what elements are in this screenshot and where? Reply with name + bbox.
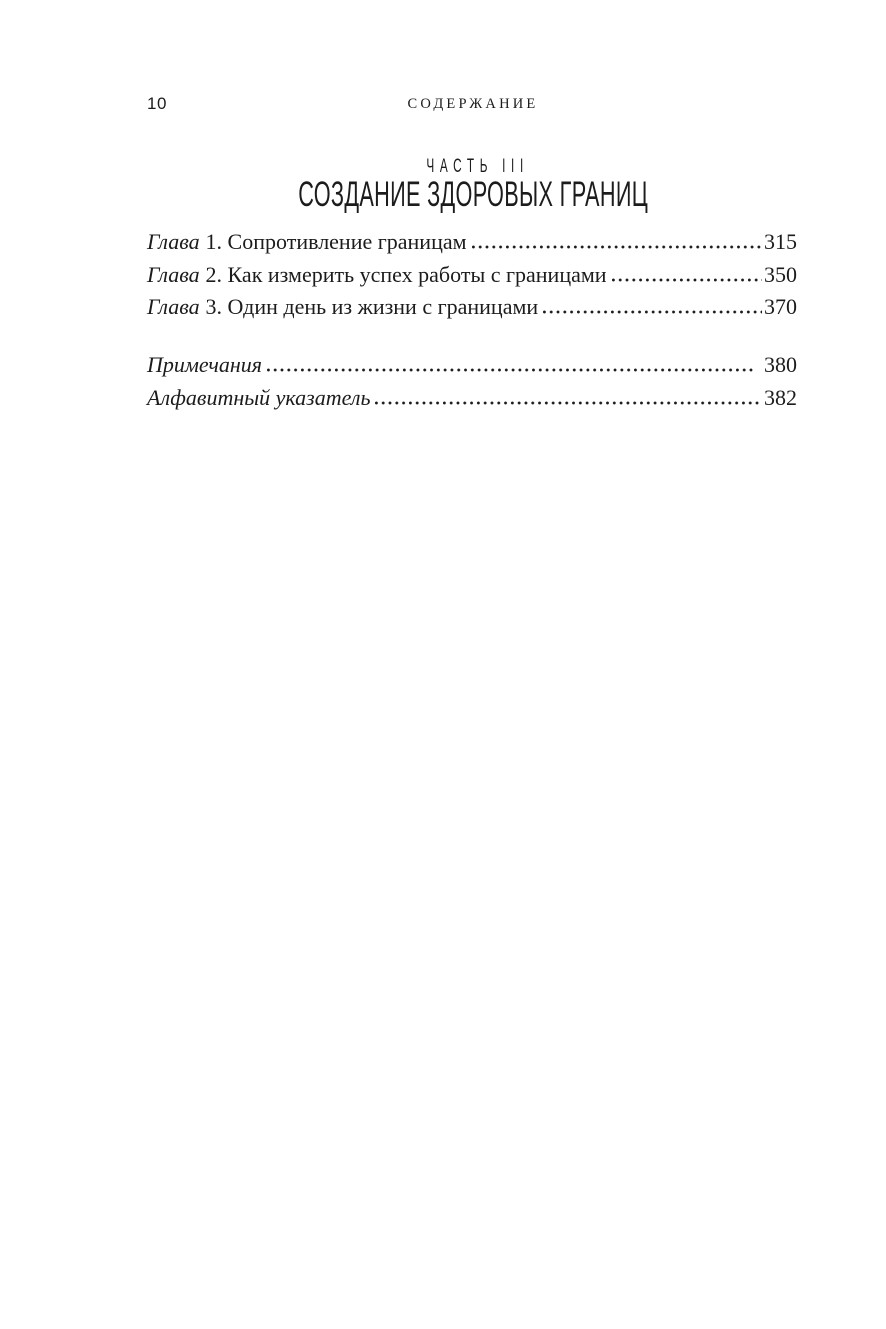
part-title [88,175,858,214]
toc-entry [147,226,797,259]
toc-entry [147,349,797,382]
toc-entry-page: 350 [764,261,797,287]
part-title-text: СОЗДАНИЕ ЗДОРОВЫХ ГРАНИЦ [298,175,648,214]
dot-leader [472,245,762,249]
toc-entry-page: 370 [764,294,797,319]
toc-entry-page: 382 [764,384,797,410]
toc-entry-title: Алфавитный указатель [147,384,371,410]
running-header: СОДЕРЖАНИЕ [407,96,539,112]
toc-entry [147,259,797,292]
toc-entry-page: 315 [764,229,797,254]
toc-entry-prefix: Глава [147,261,200,287]
part-kicker [88,157,858,177]
page-number: 10 [147,94,167,113]
toc-entry-page: 380 [764,352,797,378]
toc-entry-title: Примечания [147,352,263,378]
toc-entry [147,382,797,415]
toc-entry-title: 1. Сопротивление границам [205,229,467,254]
toc-entry-prefix: Глава [147,229,200,254]
table-of-contents [147,226,797,414]
toc-entry [147,291,797,324]
dot-leader [543,310,762,314]
toc-chapter-list [147,226,797,324]
dot-leader [267,368,756,372]
dot-leader [612,278,762,282]
toc-back-matter-list [147,349,797,414]
dot-leader [375,401,762,405]
toc-entry-prefix: Глава [147,294,200,319]
toc-entry-title: 3. Один день из жизни с границами [205,294,539,319]
part-kicker-text: ЧАСТЬ III [426,156,529,177]
toc-entry-title: 2. Как измерить успех работы с границами [205,261,607,287]
